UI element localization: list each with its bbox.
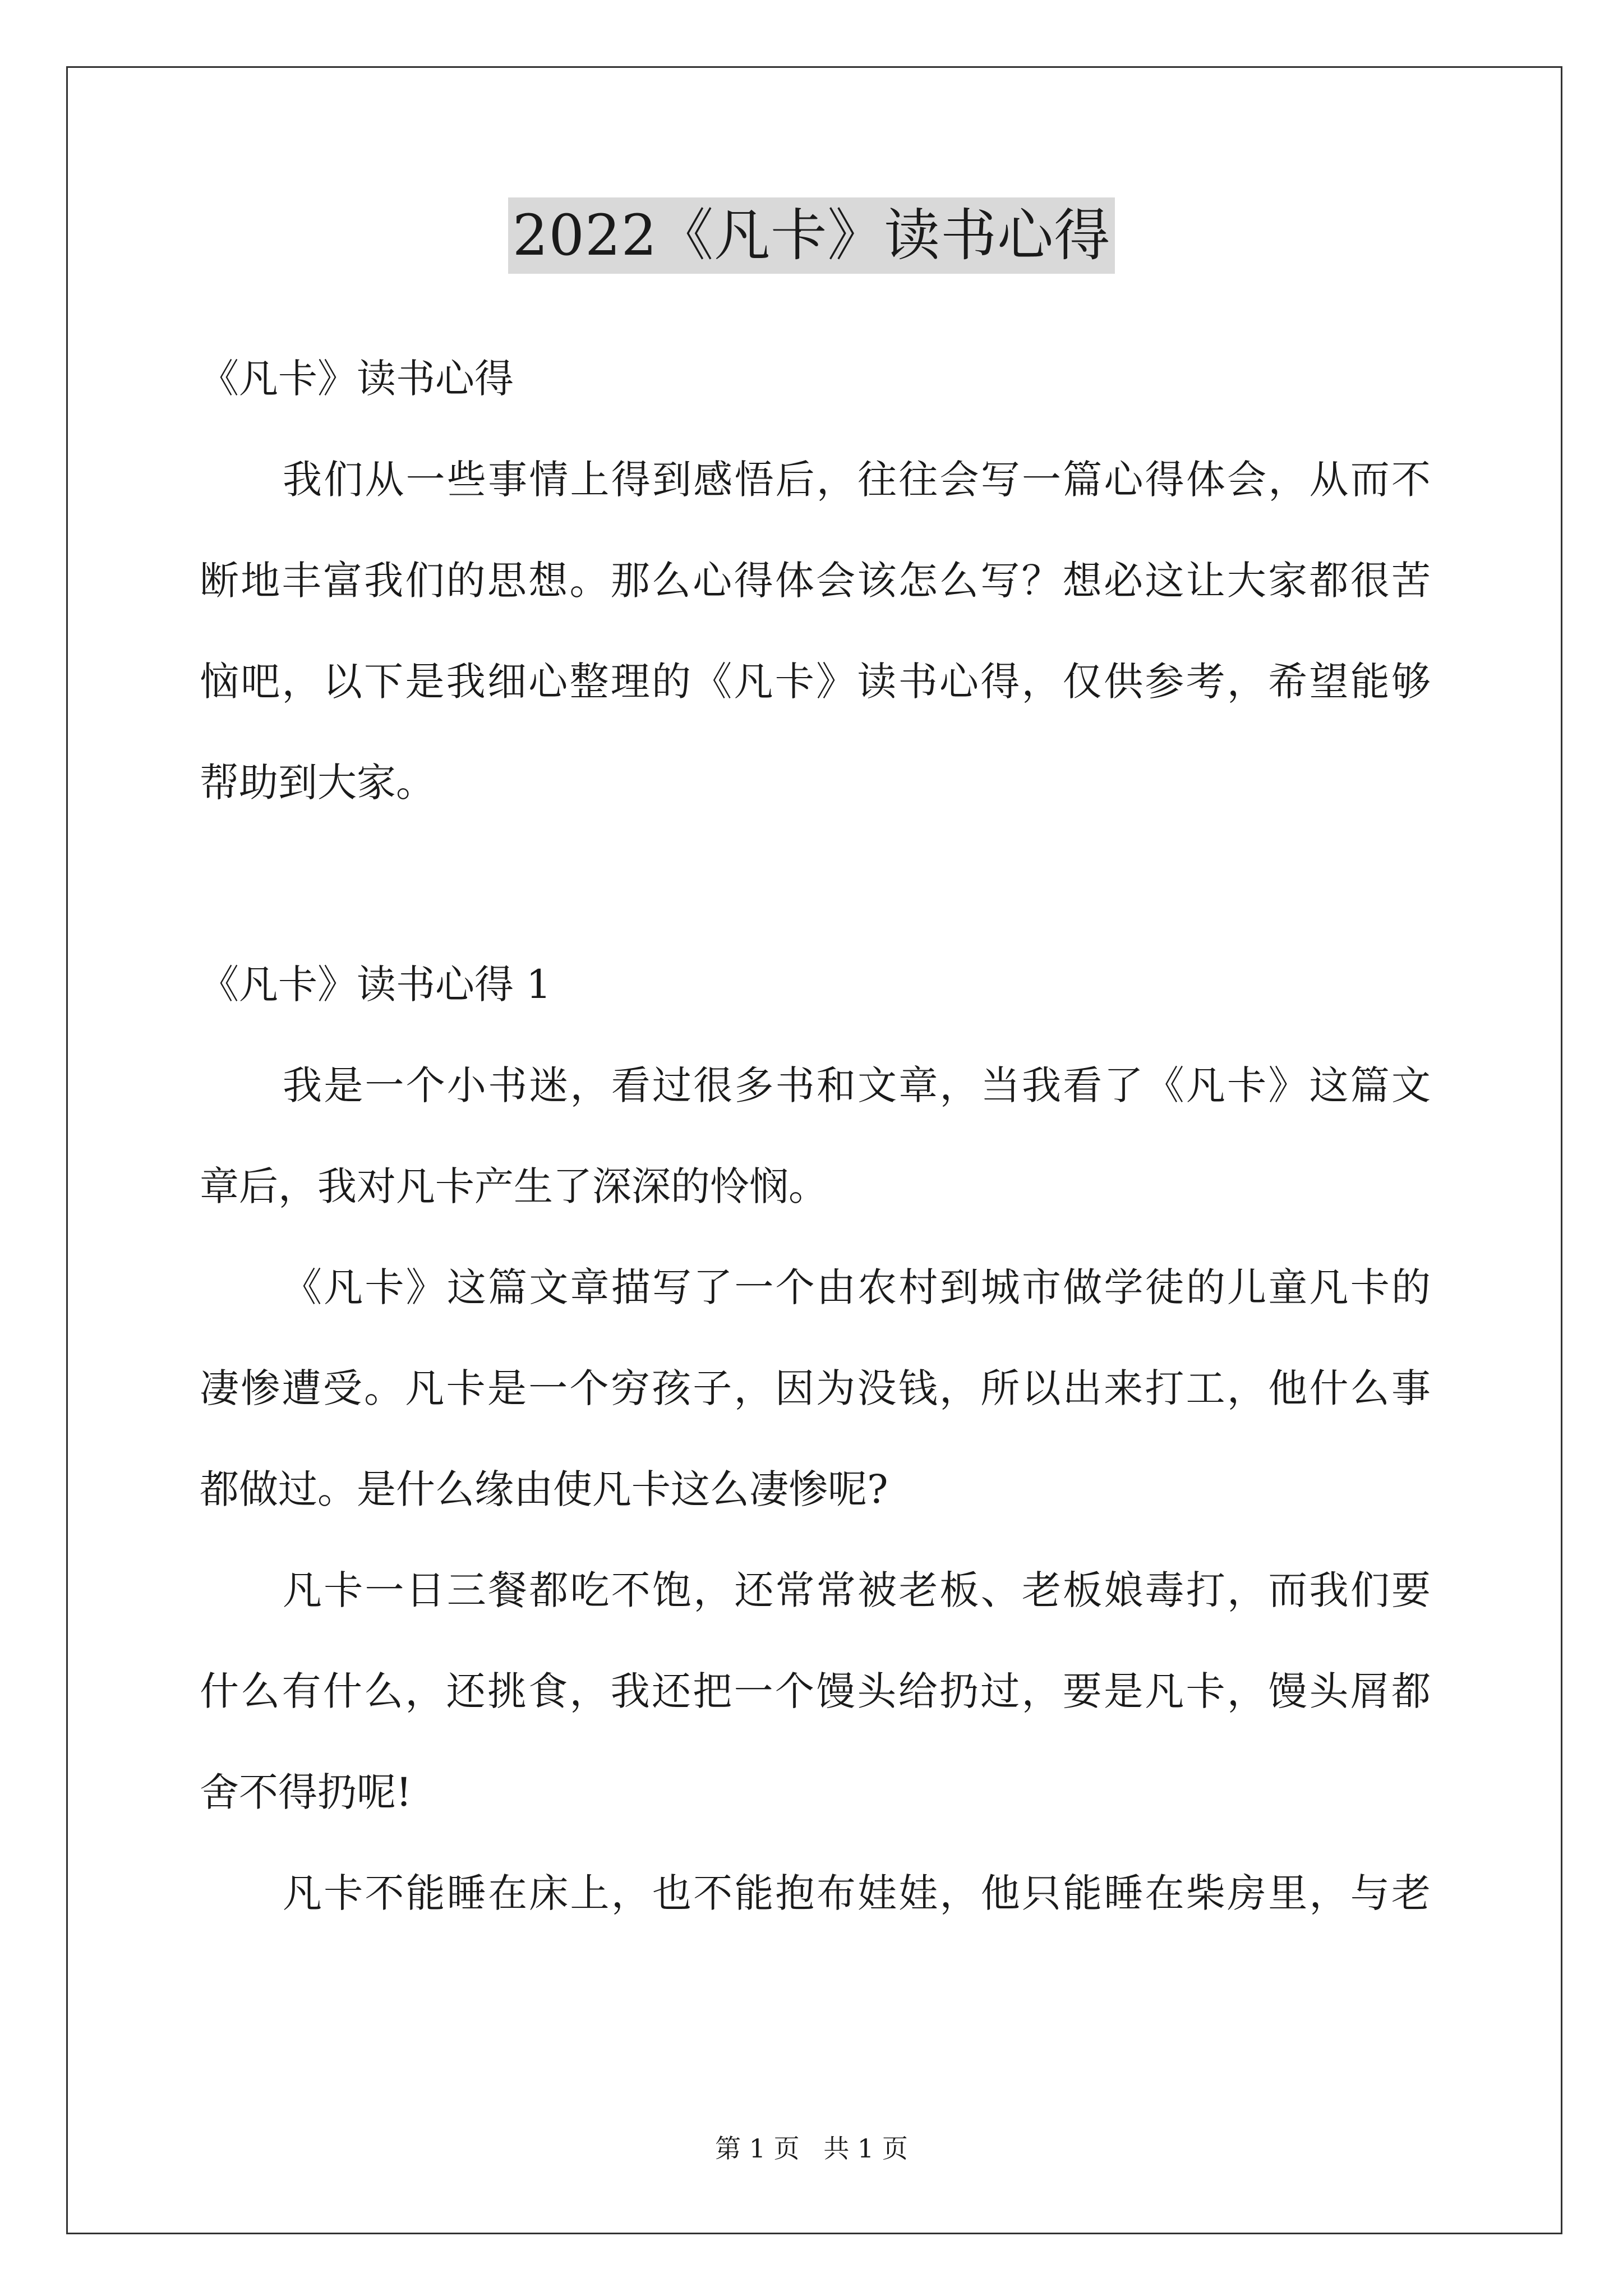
section-heading: 《凡卡》读书心得 <box>200 356 514 402</box>
paragraph-line: 《凡卡》这篇文章描写了一个由农村到城市做学徒的儿童凡卡的 <box>283 1264 1431 1310</box>
paragraph-line: 凡卡不能睡在床上，也不能抱布娃娃，他只能睡在柴房里，与老 <box>283 1870 1431 1916</box>
paragraph-line: 凄惨遭受。凡卡是一个穷孩子，因为没钱，所以出来打工，他什么事 <box>200 1365 1431 1411</box>
document-title: 2022《凡卡》读书心得 <box>508 197 1115 274</box>
page-footer <box>0 2132 1623 2165</box>
paragraph-line: 恼吧，以下是我细心整理的《凡卡》读书心得，仅供参考，希望能够 <box>200 659 1431 705</box>
spacer <box>200 850 1431 951</box>
paragraph-line: 都做过。是什么缘由使凡卡这么凄惨呢? <box>200 1466 888 1512</box>
section-heading: 《凡卡》读书心得 1 <box>200 961 551 1007</box>
document-body <box>200 345 1431 1961</box>
paragraph-line: 我们从一些事情上得到感悟后，往往会写一篇心得体会，从而不 <box>283 457 1431 503</box>
paragraph-line: 什么有什么，还挑食，我还把一个馒头给扔过，要是凡卡，馒头屑都 <box>200 1668 1431 1714</box>
paragraph-line: 凡卡一日三餐都吃不饱，还常常被老板、老板娘毒打，而我们要 <box>283 1567 1431 1613</box>
paragraph-line: 断地丰富我们的思想。那么心得体会该怎么写？想必这让大家都很苦 <box>200 558 1431 604</box>
paragraph-line: 舍不得扔呢! <box>200 1769 412 1815</box>
paragraph-line: 帮助到大家。 <box>200 760 435 806</box>
page-total: 共 1 页 <box>823 2133 908 2164</box>
title-container <box>0 197 1623 274</box>
paragraph-line: 章后，我对凡卡产生了深深的怜悯。 <box>200 1163 828 1209</box>
page-number: 第 1 页 <box>715 2133 800 2164</box>
paragraph-line: 我是一个小书迷，看过很多书和文章，当我看了《凡卡》这篇文 <box>283 1062 1431 1108</box>
